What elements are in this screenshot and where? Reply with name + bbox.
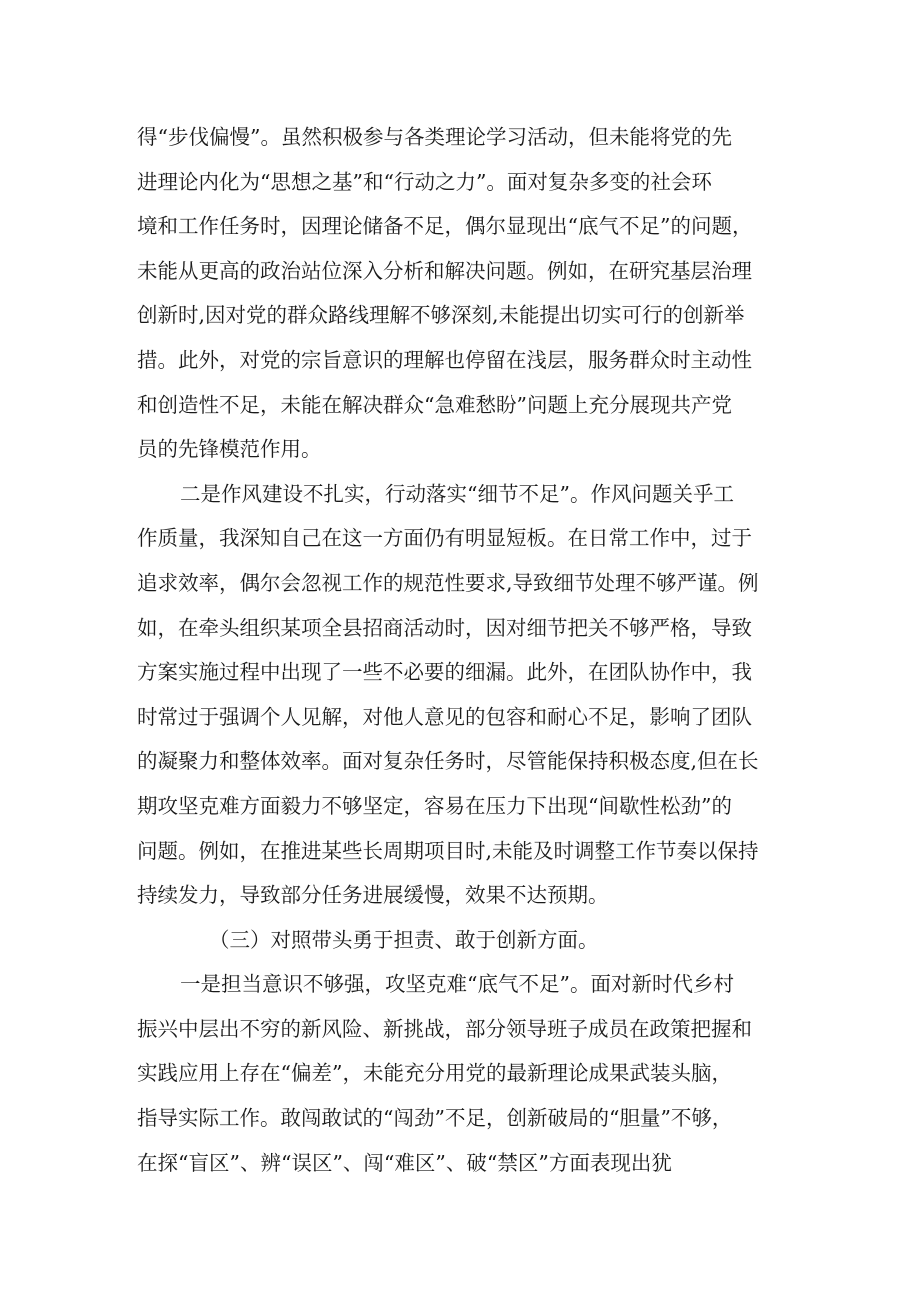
text-line: 的凝聚力和整体效率。面对复杂任务时，尽管能保持积极态度,但在长: [137, 749, 759, 774]
text-line: 未能从更高的政治站位深入分析和解决问题。例如，在研究基层治理: [137, 258, 752, 283]
paragraph-first-line: 一是担当意识不够强，攻坚克难“底气不足”。面对新时代乡村: [180, 972, 734, 997]
text-line: 员的先锋模范作用。: [137, 437, 322, 462]
text-line: 问题。例如，在推进某些长周期项目时,未能及时调整工作节奏以保持: [137, 838, 759, 863]
text-line: 指导实际工作。敢闯敢试的“闯劲”不足，创新破局的“胆量”不够，: [137, 1106, 733, 1131]
document-body: [137, 115, 797, 1185]
paragraph-first-line: 二是作风建设不扎实，行动落实“细节不足”。作风问题关乎工: [180, 481, 734, 506]
text-line: 振兴中层出不穷的新风险、新挑战，部分领导班子成员在政策把握和: [137, 1016, 752, 1041]
text-line: 作质量，我深知自己在这一方面仍有明显短板。在日常工作中，过于: [137, 526, 752, 551]
text-line: 进理论内化为“思想之基”和“行动之力”。面对复杂多变的社会环: [137, 169, 712, 194]
text-line: 持续发力，导致部分任务进展缓慢，效果不达预期。: [137, 883, 609, 908]
text-line: 追求效率，偶尔会忽视工作的规范性要求,导致细节处理不够严谨。例: [137, 570, 759, 595]
text-line: 得“步伐偏慢”。虽然积极参与各类理论学习活动，但未能将党的先: [137, 125, 732, 149]
section-heading: （三）对照带头勇于担责、敢于创新方面。: [209, 927, 599, 952]
text-line: 时常过于强调个人见解，对他人意见的包容和耐心不足，影响了团队: [137, 704, 752, 729]
text-line: 方案实施过程中出现了一些不必要的细漏。此外，在团队协作中，我: [137, 660, 752, 685]
text-line: 如，在牵头组织某项全县招商活动时，因对细节把关不够严格，导致: [137, 615, 752, 640]
text-line: 境和工作任务时，因理论储备不足，偶尔显现出“底气不足”的问题，: [137, 214, 753, 239]
text-line: 实践应用上存在“偏差”，未能充分用党的最新理论成果武装头脑，: [137, 1061, 732, 1086]
text-line: 措。此外，对党的宗旨意识的理解也停留在浅层，服务群众时主动性: [137, 347, 752, 372]
text-line: 创新时,因对党的群众路线理解不够深刻,未能提出切实可行的创新举: [137, 303, 745, 328]
text-line: 在探“盲区”、辨“误区”、闯“难区”、破“禁区”方面表现出犹: [137, 1150, 672, 1175]
text-line: 和创造性不足，未能在解决群众“急难愁盼”问题上充分展现共产党: [137, 392, 732, 417]
text-line: 期攻坚克难方面毅力不够坚定，容易在压力下出现“间歇性松劲”的: [137, 793, 732, 818]
